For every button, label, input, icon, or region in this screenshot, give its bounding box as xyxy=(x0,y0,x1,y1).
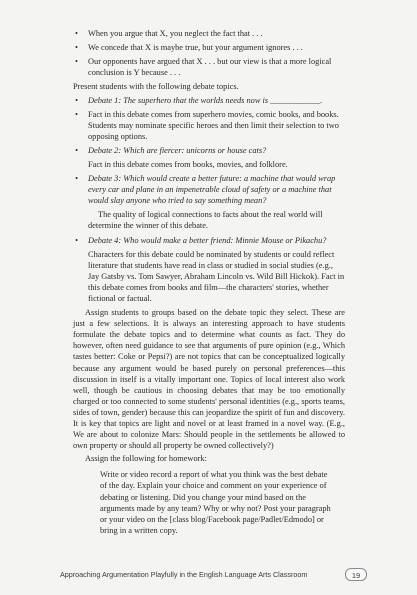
bullet-item: • Our opponents have argued that X . . . but our view is that a more logical conclusion is Y because . . . xyxy=(73,56,345,78)
homework-block-quote: Write or video record a report of what you think was the best debate of the day. Explain your choice and comment on your experience of debating or listening. Did you change your mind based on the arguments made by any team? Why or why not? Post your paragraph or your video on the [class blog/Facebook page/Padlet/Edmodo] or bring in a written copy. xyxy=(100,470,331,535)
homework-line: Assign the following for homework: xyxy=(85,454,207,464)
debate-topic-4: • Debate 4: Who would make a better friend: Minnie Mouse or Pikachu? xyxy=(73,235,345,246)
bullet-item: • When you argue that X, you neglect the fact that . . . xyxy=(73,28,345,39)
debate-fact-note: • Fact in this debate comes from superhero movies, comic books, and books. Students may nominate specific heroes and then limit their selection to two opposing options. xyxy=(73,109,345,142)
present-topics-line: Present students with the following debate topics. xyxy=(73,82,239,92)
debate-topic-1: • Debate 1: The superhero that the worlds needs now is ____________. xyxy=(73,95,345,106)
debate-fact-note: Fact in this debate comes from books, movies, and folklore. xyxy=(88,159,288,169)
page-number: 19 xyxy=(345,568,367,581)
page-footer xyxy=(60,567,367,581)
debate-topic-3: • Debate 3: Which would create a better future: a machine that would wrap every car and plane in an impenetrable cloud of safety or a machine that would slay anyone who tried to say something mean? xyxy=(73,173,345,206)
debate-characters-note: Characters for this debate could be nominated by students or could reflect literature that students have read in class or studied in social studies (e.g., Jay Gatsby vs. Tom Sawyer, Abraham Lincoln vs. Wild Bill Hickok). Fact in this debate comes from books and film—the characters' stories, whether fictional or factual. xyxy=(88,249,345,303)
body-paragraph: Assign students to groups based on the debate topic they select. These are just a few selections. It is always an interesting approach to have students formulate the debate topics and to determine what counts as fact. They do however, often need guidance to see that arguments of pure opinion (e.g., Which tastes better: Coke or Pepsi?) are not topics that can be conceptualized logically because any argument would be based purely on personal preferences—this discussion in itself is a vitally important one. Topics of local interest also work well, though be cautious in choosing debates that may be too emotionally charged or too connected to some students' personal identities (e.g., sports teams, sides of town, gender) because this can jeopardize the spirit of fun and discovery. It is key that topics are light and novel or at least framed in a novel way. (E.g., We are about to colonize Mars: Should people in the settlements be allowed to own property or should all property be owned collectively?) xyxy=(73,308,345,451)
running-title: Approaching Argumentation Playfully in the English Language Arts Classroom xyxy=(60,569,308,579)
debate-topic-2: • Debate 2: Which are fiercer: unicorns or house cats? xyxy=(73,145,345,156)
debate-quality-note: The quality of logical connections to facts about the real world will determine the winner of this debate. xyxy=(88,210,323,231)
bullet-item: • We concede that X is maybe true, but your argument ignores . . . xyxy=(73,42,345,53)
